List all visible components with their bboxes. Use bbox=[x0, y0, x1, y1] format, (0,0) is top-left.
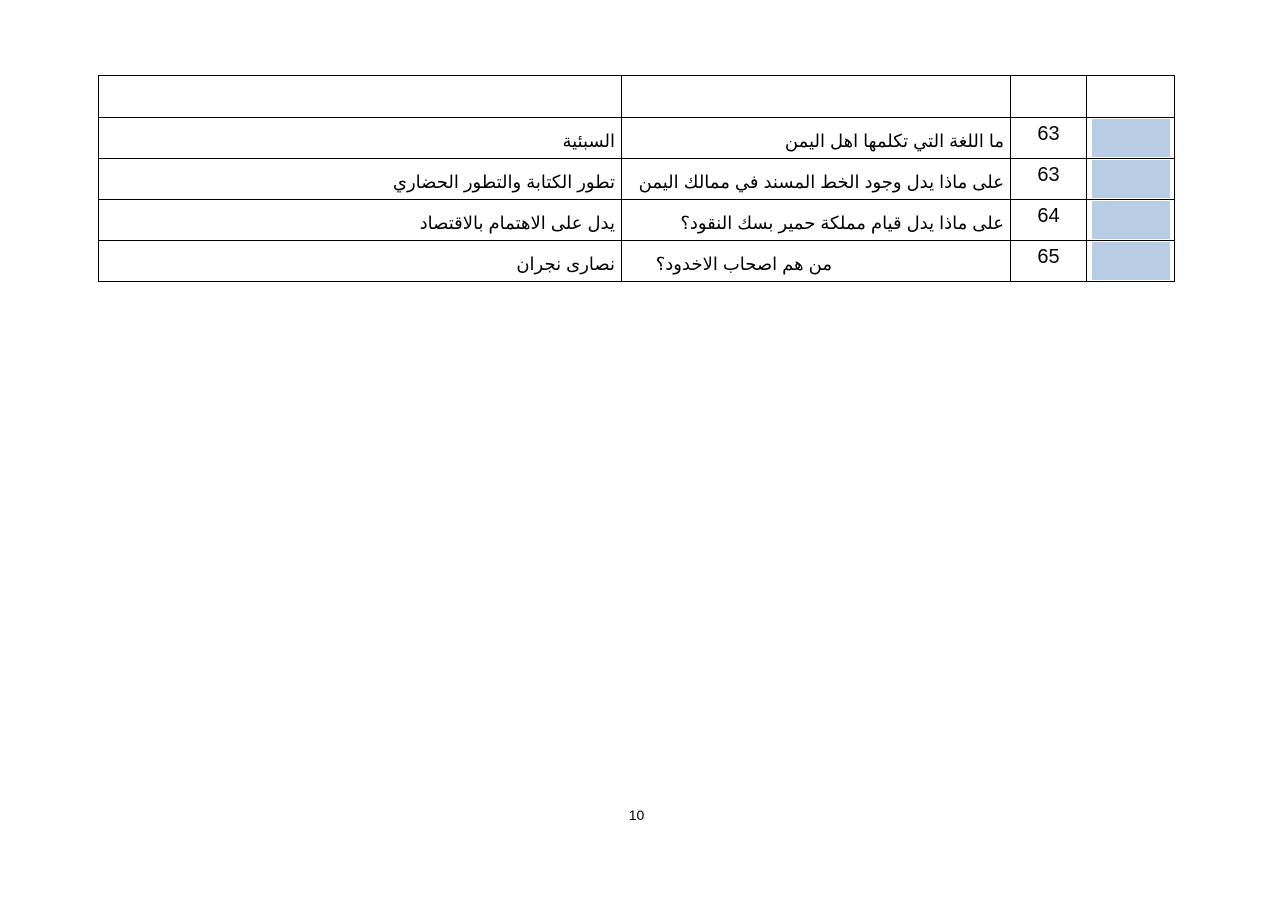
answer-cell bbox=[99, 241, 622, 282]
empty-cell bbox=[622, 76, 1011, 118]
answer-cell bbox=[99, 159, 622, 200]
table-header-row bbox=[99, 76, 1175, 118]
answer-text: نصارى نجران bbox=[516, 254, 615, 274]
question-text: على ماذا يدل قيام مملكة حمير بسك النقود؟ bbox=[680, 213, 1004, 233]
table-row bbox=[99, 241, 1175, 282]
qa-table bbox=[98, 75, 1175, 282]
answer-text: تطور الكتابة والتطور الحضاري bbox=[392, 172, 615, 192]
highlight-box bbox=[1092, 242, 1170, 280]
answer-text: يدل على الاهتمام بالاقتصاد bbox=[419, 213, 615, 233]
answer-cell bbox=[99, 200, 622, 241]
mark-cell bbox=[1087, 200, 1175, 241]
question-number: 65 bbox=[1037, 246, 1060, 268]
answer-text: السبئية bbox=[562, 131, 615, 151]
table-row bbox=[99, 200, 1175, 241]
table-row bbox=[99, 159, 1175, 200]
number-cell bbox=[1011, 118, 1087, 159]
question-number: 64 bbox=[1037, 205, 1060, 227]
page-number: 10 bbox=[628, 807, 645, 823]
question-cell bbox=[622, 241, 1011, 282]
empty-cell bbox=[1011, 76, 1087, 118]
number-cell bbox=[1011, 241, 1087, 282]
question-cell bbox=[622, 200, 1011, 241]
empty-cell bbox=[1087, 76, 1175, 118]
mark-cell bbox=[1087, 241, 1175, 282]
highlight-box bbox=[1092, 160, 1170, 198]
number-cell bbox=[1011, 159, 1087, 200]
highlight-box bbox=[1092, 201, 1170, 239]
question-cell bbox=[622, 159, 1011, 200]
question-number: 63 bbox=[1037, 123, 1060, 145]
question-text: من هم اصحاب الاخدود؟ bbox=[655, 254, 832, 274]
table-row bbox=[99, 118, 1175, 159]
number-cell bbox=[1011, 200, 1087, 241]
question-cell bbox=[622, 118, 1011, 159]
empty-cell bbox=[99, 76, 622, 118]
mark-cell bbox=[1087, 118, 1175, 159]
answer-cell bbox=[99, 118, 622, 159]
mark-cell bbox=[1087, 159, 1175, 200]
highlight-box bbox=[1092, 119, 1170, 157]
question-text: ما اللغة التي تكلمها اهل اليمن bbox=[784, 131, 1004, 151]
question-number: 63 bbox=[1037, 164, 1060, 186]
question-text: على ماذا يدل وجود الخط المسند في ممالك اليمن bbox=[638, 172, 1004, 192]
